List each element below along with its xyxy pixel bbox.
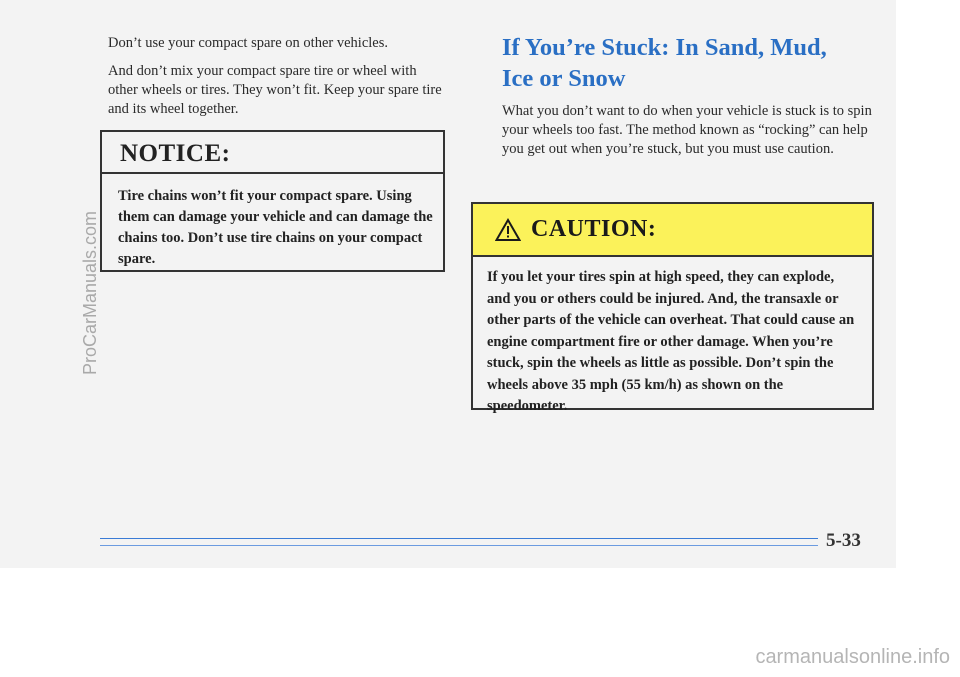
footer-rule-bottom	[100, 545, 818, 546]
caution-text: If you let your tires spin at high speed, they can explode, and you or others could be injured. And, the transaxle or other parts of the vehicle can overheat. That could cause an engine compartment fire or other damage. When you’re stuck, spin the wheels as little as possible. Don’t spin the wheels above 35 mph (55 km/h) as shown on the speedometer.	[487, 269, 855, 414]
paragraph-stuck: What you don’t want to do when your vehicle is stuck is to spin your wheels too fast. The method known as “rocking” can help you get out when you’re stuck, but you must use caution.	[502, 103, 872, 157]
section-heading-line2: Ice or Snow	[502, 65, 626, 92]
page-number: 5-33	[826, 530, 861, 551]
right-column	[502, 32, 872, 168]
section-heading-line1: If You’re Stuck: In Sand, Mud,	[502, 34, 827, 61]
side-watermark: ProCarManuals.com	[80, 210, 100, 375]
section-heading	[502, 32, 872, 94]
caution-label: CAUTION:	[531, 216, 657, 242]
paragraph-dont-mix: And don’t mix your compact spare tire or wheel with other wheels or tires. They won’t fit. Keep your spare tire and its wheel together.	[108, 63, 442, 117]
warning-triangle-icon	[495, 218, 521, 242]
footer-watermark: carmanualsonline.info	[755, 646, 950, 668]
footer-rule-top	[100, 538, 818, 539]
left-column	[108, 34, 448, 128]
notice-title: NOTICE:	[102, 132, 443, 174]
paragraph-compact-spare: Don’t use your compact spare on other vehicles.	[108, 35, 388, 51]
caution-header	[473, 204, 872, 257]
notice-text: Tire chains won’t fit your compact spare. Using them can damage your vehicle and can damage the chains too. Don’t use tire chains on your compact spare.	[118, 188, 433, 267]
caution-box	[471, 202, 874, 414]
notice-box	[100, 130, 445, 272]
